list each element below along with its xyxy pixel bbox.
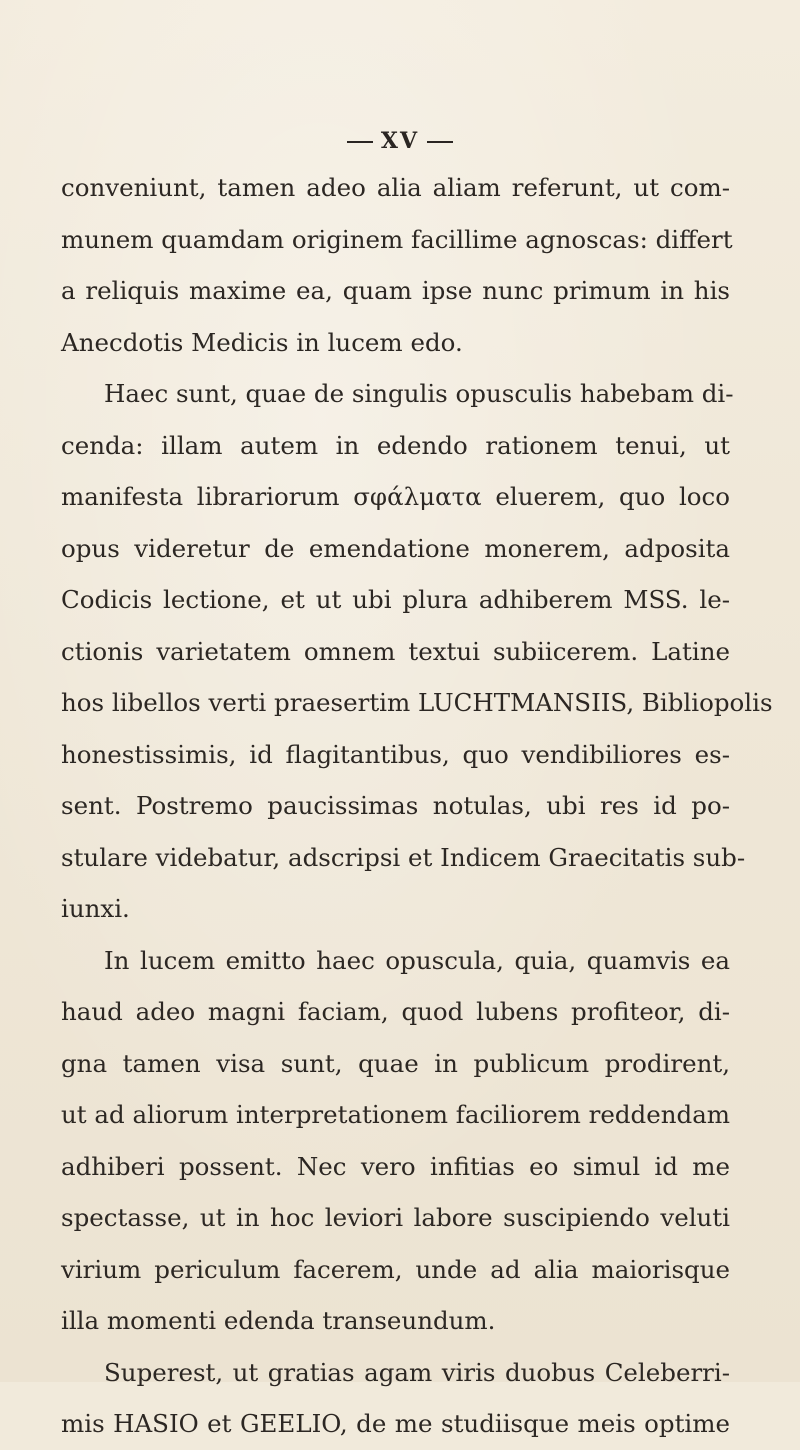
text-line: conveniunt, tamen adeo alia aliam referunt, ut com- [61, 173, 730, 202]
left-ornament-dash [347, 141, 373, 143]
text-line: haud adeo magni faciam, quod lubens profiteor, di- [61, 997, 730, 1026]
text-line: opus videretur de emendatione monerem, adposita [61, 533, 730, 563]
text-line: ctionis varietatem omnem textui subiicerem. Latine [61, 636, 730, 666]
text-line: spectasse, ut in hoc leviori labore suscipiendo veluti [61, 1203, 730, 1232]
right-ornament-dash [427, 141, 453, 143]
text-line: illa momenti edenda transeundum. [61, 1306, 496, 1335]
text-line: In lucem emitto haec opuscula, quia, quamvis ea [104, 945, 730, 975]
text-line: stulare videbatur, adscripsi et Indicem Graecitatis sub- [61, 842, 746, 872]
body-text [61, 162, 773, 1450]
text-line: virium periculum facerem, unde ad alia maiorisque [61, 1254, 730, 1284]
page-number-header [0, 128, 800, 154]
text-line: manifesta librariorum σφάλματα eluerem, quo loco [61, 482, 730, 511]
text-line: Superest, ut gratias agam viris duobus Celeberri- [104, 1357, 730, 1387]
text-line: Anecdotis Medicis in lucem edo. [61, 327, 463, 357]
text-line: munem quamdam originem facillime agnoscas: differt [61, 224, 733, 254]
page-number: XV [380, 128, 420, 154]
text-line: hos libellos verti praesertim LUCHTMANSIIS, Bibliopolis [61, 688, 773, 717]
text-line: mis HASIO et GEELIO, de me studiisque meis optime [61, 1409, 730, 1438]
text-line: a reliquis maxime ea, quam ipse nunc primum in his [61, 276, 730, 305]
text-line: Haec sunt, quae de singulis opusculis habebam di- [104, 379, 734, 408]
text-line: honestissimis, id flagitantibus, quo vendibiliores es- [61, 739, 730, 769]
text-line: sent. Postremo paucissimas notulas, ubi res id po- [61, 791, 730, 820]
text-line: Codicis lectione, et ut ubi plura adhiberem MSS. le- [61, 585, 730, 614]
text-line: iunxi. [61, 894, 130, 923]
text-line: ut ad aliorum interpretationem faciliorem reddendam [61, 1100, 731, 1129]
text-line: gna tamen visa sunt, quae in publicum prodirent, [61, 1048, 730, 1078]
text-line: adhiberi possent. Nec vero infitias eo simul id me [61, 1151, 730, 1181]
text-line: cenda: illam autem in edendo rationem tenui, ut [61, 430, 730, 460]
